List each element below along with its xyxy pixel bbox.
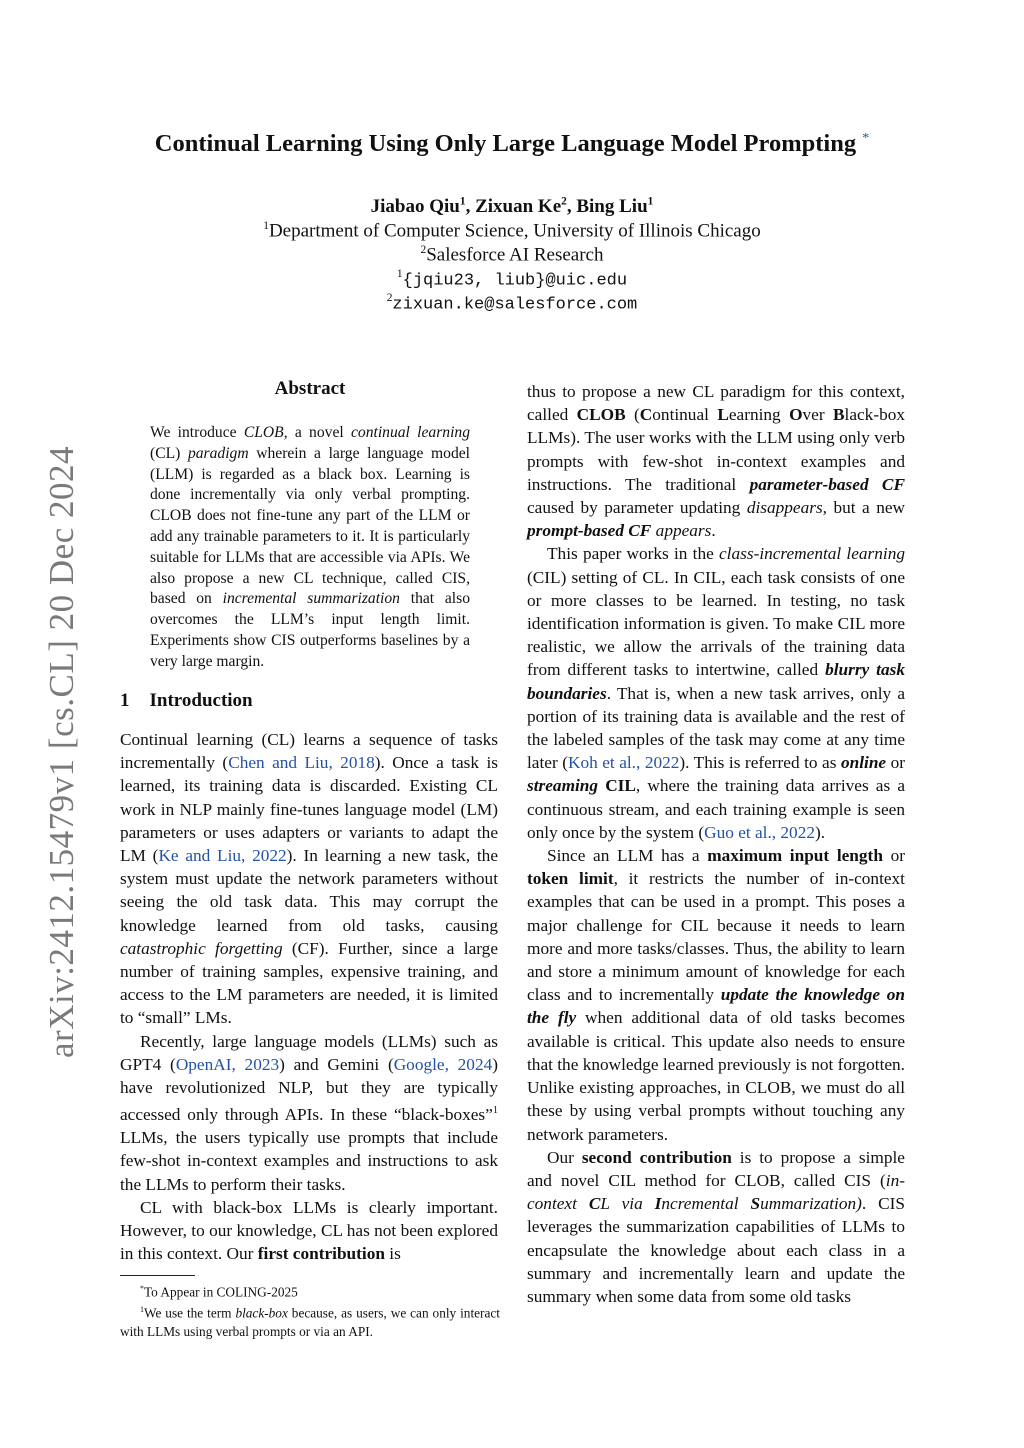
bold-term: CLOB: [576, 405, 626, 425]
bold-term: C: [639, 405, 653, 425]
citation-link[interactable]: Guo et al., 2022: [704, 822, 815, 842]
bold-italic-term: S: [750, 1194, 761, 1214]
title-footnote-mark[interactable]: *: [862, 130, 870, 146]
emphasis: paradigm: [187, 444, 249, 462]
emphasis: continual learning: [350, 424, 470, 441]
citation-link[interactable]: Koh et al., 2022: [567, 753, 680, 773]
paragraph: Recently, large language models (LLMs) such as GPT4 (OpenAI, 2023) and Gemini (Google, 2024) have revolutionized NLP, but they are typically accessed only through APIs. In these “black-boxes”$^1$ LLMs, the users typically use prompts that include few-shot in-context examples and instructions to ask the LLMs to perform their tasks.: [120, 1031, 498, 1194]
paragraph: CL with black-box LLMs is clearly important. However, to our knowledge, CL has not been explored in this context. Our first contribution is: [120, 1197, 498, 1264]
emphasis: disappears: [746, 498, 823, 518]
citation-link[interactable]: Ke and Liu, 2022: [158, 846, 287, 866]
paragraph: Since an LLM has a maximum input length or token limit, it restricts the number of in-context examples that can be used in a prompt. This poses a major challenge for CIL because it needs to learn more and more tasks/classes. Thus, the ability to learn and store a minimum amount of knowledge for each class and to incrementally update the knowledge on the fly when additional data of old tasks becomes available is critical. This update also needs to ensure that the knowledge learned previously is not forgotten. Unlike existing approaches, in CLOB, we must do all these by using verbal prompts without touching any network parameters.: [527, 846, 906, 1144]
emphasis: incremental summarization: [222, 590, 400, 608]
citation-link[interactable]: OpenAI, 2023: [175, 1054, 280, 1074]
author: Jiabao Qiu$^1$,: [370, 196, 476, 218]
bold-term: L: [717, 405, 729, 425]
bold-italic-term: streaming: [527, 776, 599, 796]
paragraph: Continual learning (CL) learns a sequence of tasks incrementally (Chen and Liu, 2018). Once a task is learned, its training data is discarded. Existing CL work in NLP mainly fine-tunes language model (LM) parameters or uses adapters or variants to adapt the LM (Ke and Liu, 2022). In learning a new task, the system must update the network parameters without seeing the old task data. This may corrupt the knowledge learned from old tasks, causing catastrophic forgetting (CF). Further, since a large number of training samples, expensive training, and access to the LM parameters are needed, it is limited to “small” LMs.: [120, 730, 498, 1028]
footnote-mark[interactable]: 1: [492, 1105, 498, 1117]
email-1: $^1${jqiu23, liub}@uic.edu: [396, 268, 628, 291]
affiliation-1: $^1$Department of Computer Science, University of Illinois Chicago: [263, 220, 761, 242]
title-text: Continual Learning Using Only Large Language Model Prompting: [154, 130, 857, 157]
emphasis: black-box: [235, 1305, 288, 1321]
arxiv-identifier: arXiv:2412.15479v1 [cs.CL] 20 Dec 2024: [42, 446, 81, 1058]
bold-italic-term: update the knowledge on the fly: [527, 985, 905, 1028]
affiliation-2: $^2$Salesforce AI Research: [420, 244, 604, 266]
emphasis: L via: [600, 1194, 655, 1214]
left-column-text: [120, 728, 498, 1265]
bold-term: token limit: [527, 869, 614, 889]
bold-term: B: [833, 405, 845, 425]
emphasis: ncremental: [661, 1194, 751, 1214]
paragraph: thus to propose a new CL paradigm for this context, called CLOB (Continual Learning Over Black-box LLMs). The user works with the LLM using only verb prompts with few-shot in-context examples and instructions. The traditional parameter-based CF caused by parameter updating disappears, but a new prompt-based CF appears.: [527, 382, 905, 541]
emphasis: in-context: [527, 1170, 905, 1214]
citation-link[interactable]: Google, 2024: [393, 1054, 493, 1074]
bold-italic-term: I: [654, 1194, 662, 1214]
emphasis: class-incremental learning: [719, 544, 905, 564]
footnotes: [120, 1280, 500, 1341]
emphasis: appears: [655, 521, 712, 541]
paragraph: This paper works in the class-incremental learning (CIL) setting of CL. In CIL, each task consists of one or more classes to be learned. In testing, no task identification information is given. To make CIL more realistic, we allow the arrivals of the training data from different tasks to intertwine, called blurry task boundaries. That is, when a new task arrives, only a portion of its training data is available and the rest of the labeled samples of the task may come at any time later (Koh et al., 2022). This is referred to as online or streaming CIL, where the training data arrives as a continuous stream, and each training example is seen only once by the system (Guo et al., 2022).: [527, 544, 906, 842]
emphasis: ummarization): [760, 1194, 862, 1214]
bold-term: O: [789, 405, 803, 425]
bold-italic-term: online: [840, 753, 887, 773]
bold-italic-term: prompt-based CF: [527, 521, 652, 541]
bold-italic-term: C: [588, 1194, 601, 1214]
abstract-body: We introduce CLOB, a novel continual learning (CL) paradigm wherein a large language model (LLM) is regarded as a black box. Learning is done incrementally via only verbal prompting. CLOB does not fine-tune any part of the LLM or add any trainable parameters to it. It is particularly suitable for LLMs that are accessible via APIs. We also propose a new CL technique, called CIS, based on incremental summarization that also overcomes the LLM’s input length limit. Experiments show CIS outperforms baselines by a very large margin.: [150, 424, 470, 670]
footnote-divider: [120, 1275, 195, 1276]
footnote: *To Appear in COLING-2025: [140, 1284, 298, 1300]
bold-italic-term: parameter-based CF: [749, 474, 905, 494]
bold-term: first contribution: [257, 1244, 385, 1264]
bold-term: second contribution: [581, 1147, 732, 1167]
bold-term: maximum input length: [707, 846, 883, 866]
paper-title: [0, 130, 1024, 158]
author: Zixuan Ke$^2$,: [475, 196, 577, 218]
abstract-heading: Abstract: [274, 378, 346, 399]
section-heading-introduction: 1 Introduction: [120, 690, 253, 711]
bold-italic-term: blurry task boundaries: [527, 660, 905, 703]
author: Bing Liu$^1$: [576, 196, 654, 218]
paragraph: Our second contribution is to propose a simple and novel CIL method for CLOB, called CIS (in-context CL via Incremental Summarization). CIS leverages the summarization capabilities of LLMs to encapsulate the knowledge about each class in a summary and incrementally learn and update the summary when some data from some old tasks: [527, 1147, 906, 1306]
emphasis: CLOB: [243, 424, 284, 441]
author-list: [0, 196, 1024, 218]
right-column-text: [527, 380, 905, 1308]
emphasis: catastrophic forgetting: [120, 938, 283, 958]
bold-term: CIL: [605, 776, 636, 796]
citation-link[interactable]: Chen and Liu, 2018: [228, 753, 375, 773]
footnote: $^1$We use the term black-box because, as users, we can only interact with LLMs using verbal prompts or via an API.: [120, 1305, 500, 1339]
email-2: $^2$zixuan.ke@salesforce.com: [386, 292, 638, 315]
